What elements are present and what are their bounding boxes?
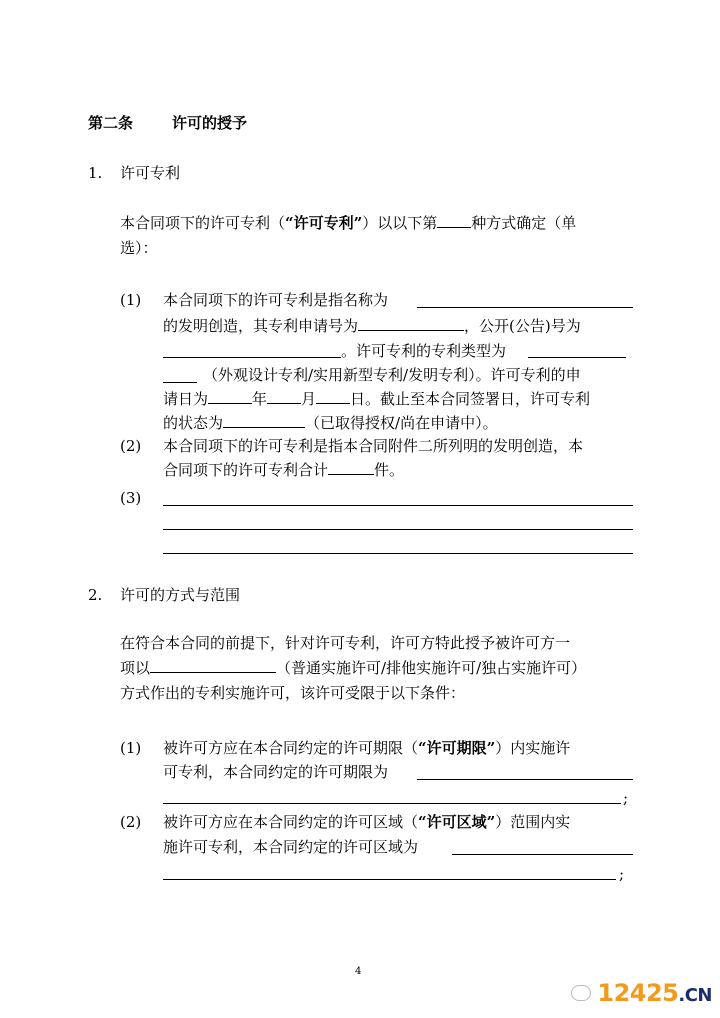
item-2-1-number: (1) <box>120 739 142 757</box>
section-2-number: 2. <box>88 586 103 604</box>
item-1-2-number: (2) <box>120 437 142 455</box>
patent-status-blank[interactable] <box>223 413 305 428</box>
publication-number-blank[interactable] <box>163 357 341 358</box>
section-1-title: 许可专利 <box>120 164 181 182</box>
section-1-number: 1. <box>88 164 103 182</box>
item-2-2-line2: 施许可专利，本合同约定的许可区域为 <box>163 838 419 856</box>
item-1-1-line3: 。许可专利的专利类型为 <box>341 342 507 360</box>
section-2-para-line3: 方式作出的专利实施许可，该许可受限于以下条件： <box>120 684 466 702</box>
section-2-para-line1: 在符合本合同的前提下，针对许可专利，许可方特此授予被许可方一 <box>120 634 571 652</box>
application-number-blank[interactable] <box>358 316 464 331</box>
license-term-blank-cont[interactable] <box>163 803 621 804</box>
item-2-1-line1: 被许可方应在本合同约定的许可期限（“许可期限”）内实施许 <box>163 739 571 757</box>
item-1-2-line2: 合同项下的许可专利合计 件。 <box>163 461 405 479</box>
site-watermark <box>571 976 712 1010</box>
patent-count-blank[interactable] <box>328 460 374 475</box>
item-1-1-number: (1) <box>120 291 142 309</box>
section-1-intro-line1: 本合同项下的许可专利（“许可专利”）以以下第 种方式确定（单 <box>120 214 577 232</box>
item-1-1-line4: （外观设计专利/实用新型专利/发明专利）。许可专利的申 <box>203 366 581 384</box>
section-2-title: 许可的方式与范围 <box>120 586 241 604</box>
item-1-3-blank-line-3[interactable] <box>163 553 633 554</box>
patent-name-blank[interactable] <box>417 307 633 308</box>
license-territory-blank-cont[interactable] <box>163 879 616 880</box>
license-territory-blank[interactable] <box>452 854 633 855</box>
patent-type-blank[interactable] <box>528 357 626 358</box>
section-2-para-line2: 项以 （普通实施许可/排他实施许可/独占实施许可） <box>120 659 587 677</box>
method-choice-blank[interactable] <box>437 213 471 228</box>
item-1-3-number: (3) <box>120 489 142 507</box>
watermark-logo: 12425.CN <box>597 979 712 1007</box>
patent-type-blank-cont[interactable] <box>163 382 197 383</box>
defined-term-licensed-patent: “许可专利” <box>285 214 363 232</box>
item-2-2-semicolon: ; <box>619 865 625 883</box>
license-type-blank[interactable] <box>150 658 276 673</box>
filing-day-blank[interactable] <box>316 389 350 404</box>
item-1-1-line5: 请日为 年 月 日。截止至本合同签署日，许可专利 <box>163 390 591 408</box>
article-number: 第二条 <box>88 114 134 132</box>
defined-term-license-territory: “许可区域” <box>418 813 496 831</box>
item-1-1-line2: 的发明创造，其专利申请号为 ，公开(公告)号为 <box>163 317 581 335</box>
wechat-icon <box>571 985 591 1001</box>
filing-year-blank[interactable] <box>208 389 252 404</box>
item-2-1-semicolon: ; <box>623 789 629 807</box>
item-2-1-line2: 可专利，本合同约定的许可期限为 <box>163 763 389 781</box>
item-2-2-number: (2) <box>120 813 142 831</box>
item-1-2-line1: 本合同项下的许可专利是指本合同附件二所列明的发明创造，本 <box>163 437 584 455</box>
article-title: 许可的授予 <box>172 114 248 132</box>
defined-term-license-term: “许可期限” <box>418 739 496 757</box>
section-1-intro-line2: 选）： <box>120 239 158 257</box>
item-1-3-blank-line-1[interactable] <box>163 505 633 506</box>
license-term-blank[interactable] <box>417 779 633 780</box>
item-1-1-line6: 的状态为 （已取得授权/尚在申请中）。 <box>163 414 498 432</box>
page-number: 4 <box>355 966 362 977</box>
item-1-3-blank-line-2[interactable] <box>163 529 633 530</box>
item-2-2-line1: 被许可方应在本合同约定的许可区域（“许可区域”）范围内实 <box>163 813 571 831</box>
item-1-1-line1: 本合同项下的许可专利是指名称为 <box>163 291 389 309</box>
filing-month-blank[interactable] <box>267 389 301 404</box>
